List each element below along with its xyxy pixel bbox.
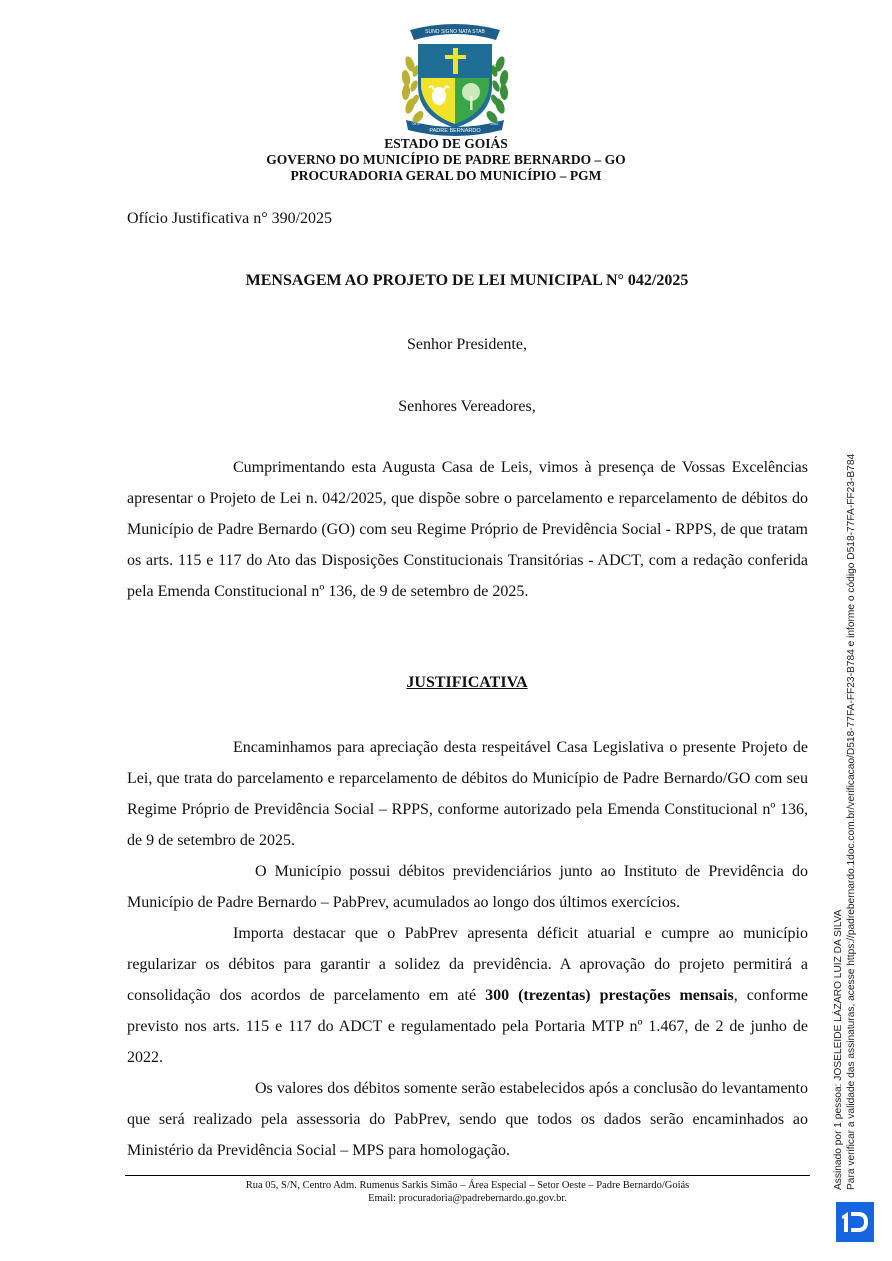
footer-email: Email: procuradoria@padrebernardo.go.gov.br. <box>368 1193 567 1204</box>
letterhead <box>0 136 892 184</box>
page-footer <box>125 1179 810 1205</box>
municipal-crest <box>396 16 514 136</box>
digital-signature-stamp <box>832 454 858 1190</box>
footer-address: Rua 05, S/N, Centro Adm. Rumenus Sarkis Simão – Área Especial – Setor Oeste – Padre Bernardo/Goiás <box>245 1180 690 1191</box>
letterhead-government: GOVERNO DO MUNICÍPIO DE PADRE BERNARDO – GO <box>266 152 626 167</box>
justification-paragraph-1: Encaminhamos para apreciação desta respeitável Casa Legislativa o presente Projeto de Lei, que trata do parcelamento e reparcelamento de débitos do Município de Padre Bernardo/GO com seu Regime Próprio de Previdência Social – RPPS, conforme autorizado pela Emenda Constitucional nº 136, de 9 de setembro de 2025. <box>127 739 808 849</box>
1doc-logo <box>836 1202 874 1242</box>
coat-of-arms-icon <box>396 16 514 136</box>
document-title: MENSAGEM AO PROJETO DE LEI MUNICIPAL N° 042/2025 <box>245 272 689 289</box>
salutation-president: Senhor Presidente, <box>407 336 527 353</box>
letterhead-state: ESTADO DE GOIÁS <box>384 136 508 151</box>
justification-paragraph-4: Os valores dos débitos somente serão estabelecidos após a conclusão do levantamento que será realizado pela assessoria do PabPrev, sendo que todos os dados serão encaminhados ao Ministério da Previdência Social – MPS para homologação. <box>127 1080 808 1159</box>
oficio-number: Ofício Justificativa n° 390/2025 <box>127 210 333 227</box>
installments-emphasis: 300 (trezentas) prestações mensais <box>485 987 734 1004</box>
intro-paragraph: Cumprimentando esta Augusta Casa de Leis, vimos à presença de Vossas Excelências apresentar o Projeto de Lei n. 042/2025, que dispõe sobre o parcelamento e reparcelamento de débitos do Município de Padre Bernardo (GO) com seu Regime Próprio de Previdência Social - RPPS, de que tratam os arts. 115 e 117 do Ato das Disposições Constitucionais Transitórias - ADCT, com a redação conferida pela Emenda Constitucional nº 136, de 9 de setembro de 2025. <box>127 459 808 600</box>
salutation-councilors: Senhores Vereadores, <box>398 398 536 415</box>
svg-text:1964: 1964 <box>490 122 498 126</box>
letterhead-department: PROCURADORIA GERAL DO MUNICÍPIO – PGM <box>290 168 602 183</box>
section-title-justificativa: JUSTIFICATIVA <box>406 674 528 691</box>
signature-verification-link[interactable]: Para verificar a validade das assinaturas, acesse https://padrebernardo.1doc.com.br/verificacao/D518-77FA-FF23-B784 e informe o código D518-77FA-FF23-B784 <box>846 453 857 1190</box>
1doc-logo-icon <box>840 1210 870 1234</box>
svg-text:SUNO SIGNO NATA STAB: SUNO SIGNO NATA STAB <box>425 29 485 35</box>
footer-divider <box>125 1175 810 1176</box>
justification-paragraph-3: Importa destacar que o PabPrev apresenta déficit atuarial e cumpre ao município regularizar os débitos para garantir a solidez da previdência. A aprovação do projeto permitirá a consolidação dos acordos de parcelamento em até 300 (trezentas) prestações mensais, conforme previsto nos arts. 115 e 117 do ADCT e regulamentado pela Portaria MTP nº 1.467, de 2 de junho de 2022. <box>127 925 809 1066</box>
justification-paragraph-2: O Município possui débitos previdenciários junto ao Instituto de Previdência do Município de Padre Bernardo – PabPrev, acumulados ao longo dos últimos exercícios. <box>127 863 808 911</box>
signature-signer: Assinado por 1 pessoa: JOSELEIDE LÁZARO LUIZ DA SILVA <box>833 909 844 1190</box>
svg-text:09-5: 09-5 <box>412 122 420 126</box>
svg-text:PADRE BERNARDO: PADRE BERNARDO <box>429 128 481 134</box>
